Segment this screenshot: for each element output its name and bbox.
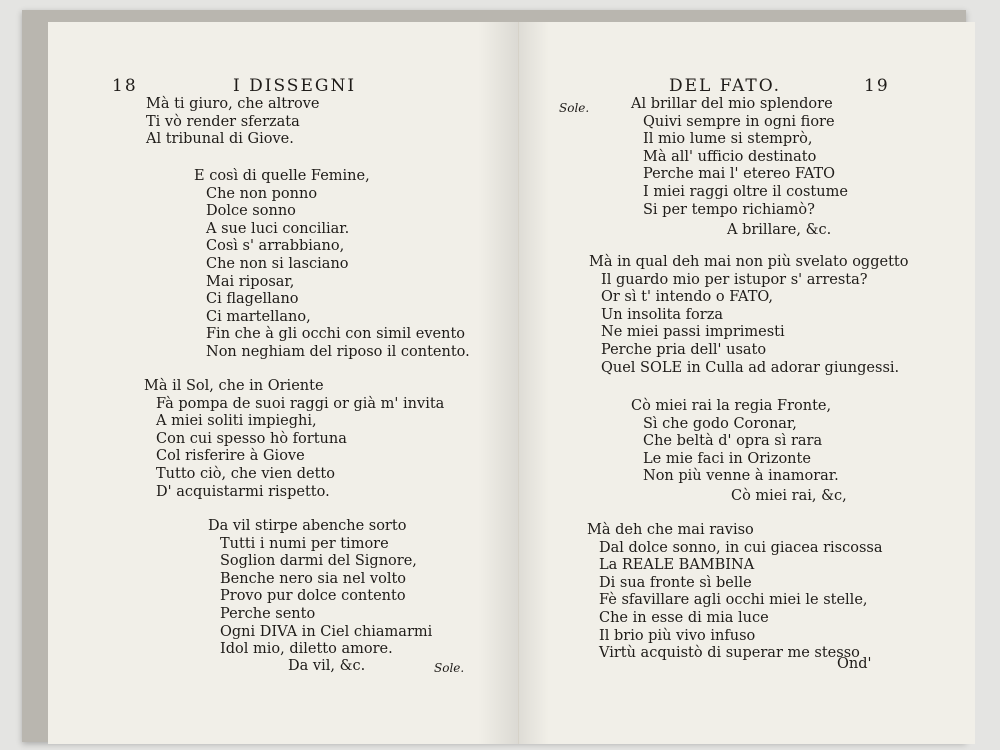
verse-line: Non neghiam del riposo il contento. — [206, 343, 470, 360]
verse-line: Un insolita forza — [601, 306, 723, 323]
verse-line: Fà pompa de suoi raggi or già m' invita — [156, 395, 445, 412]
verse-line: Di sua fronte sì belle — [599, 574, 752, 591]
verse-line: Ne miei passi imprimesti — [601, 324, 785, 341]
verse-line: A sue luci conciliar. — [206, 220, 350, 237]
verse-line: Fin che à gli occhi con simil evento — [206, 326, 466, 343]
refrain: Da vil, &c. — [288, 658, 366, 674]
verse-line: Mà il Sol, che in Oriente — [144, 378, 324, 394]
verse-line: Mà all' ufficio destinato — [643, 148, 817, 165]
verse-line: Soglion darmi del Signore, — [220, 553, 417, 570]
verse-line: Ci flagellano — [206, 291, 299, 308]
catchword: Ond' — [837, 656, 872, 672]
verse-line: Tutti i numi per timore — [220, 535, 389, 552]
speaker-label: Sole. — [559, 101, 590, 115]
verse-line: Che in esse di mia luce — [599, 609, 769, 626]
book-spread — [22, 10, 966, 742]
running-head: I DISSEGNI — [233, 76, 357, 96]
verse-line: Da vil stirpe abenche sorto — [208, 518, 407, 534]
verse-line: Ci martellano, — [206, 308, 311, 325]
verse-line: Dolce sonno — [206, 203, 296, 220]
verse-line: Non più venne à inamorar. — [643, 468, 839, 485]
verse-line: Fè sfavillare agli occhi miei le stelle, — [599, 592, 868, 609]
running-head: DEL FATO. — [669, 76, 782, 96]
verse-line: Il brio più vivo infuso — [599, 627, 756, 644]
verse-line: Sì che godo Coronar, — [643, 415, 797, 432]
verse-line: Mai riposar, — [206, 273, 295, 290]
verse-line: Virtù acquistò di superar me stesso — [599, 645, 860, 662]
refrain: A brillare, &c. — [727, 222, 832, 238]
verse-line: I miei raggi oltre il costume — [643, 183, 848, 200]
verse-line: Quel SOLE in Culla ad adorar giungessi. — [601, 359, 900, 376]
verse-line: Quivi sempre in ogni fiore — [643, 113, 835, 130]
stanza — [194, 168, 470, 362]
stanza — [589, 254, 908, 377]
verse-line: Con cui spesso hò fortuna — [156, 430, 347, 447]
left-page — [48, 22, 519, 744]
verse-line: Ogni DIVA in Ciel chiamarmi — [220, 623, 433, 640]
verse-line: Al tribunal di Giove. — [146, 131, 294, 148]
right-page — [519, 22, 975, 744]
page-number: 19 — [864, 76, 890, 96]
verse-line: Dal dolce sonno, in cui giacea riscossa — [599, 539, 883, 556]
stanza — [631, 398, 839, 486]
verse-line: Il mio lume si stemprò, — [643, 131, 813, 148]
page-number: 18 — [112, 76, 138, 96]
verse-line: A miei soliti impieghi, — [156, 413, 317, 430]
verse-line: Or sì t' intendo o FATO, — [601, 289, 774, 306]
verse-line: E così di quelle Femine, — [194, 168, 370, 184]
stanza — [146, 96, 320, 149]
verse-line: Che beltà d' opra sì rara — [643, 433, 823, 450]
stanza — [208, 518, 432, 659]
stanza — [587, 522, 882, 663]
verse-line: Così s' arrabbiano, — [206, 238, 345, 255]
verse-line: Tutto ciò, che vien detto — [156, 465, 335, 482]
verse-line: Idol mio, diletto amore. — [220, 641, 393, 658]
verse-line: Mà ti giuro, che altrove — [146, 96, 320, 112]
speaker-cue: Sole. — [434, 661, 465, 675]
verse-line: Ti vò render sferzata — [146, 113, 300, 130]
verse-line: Perche mai l' etereo FATO — [643, 166, 836, 183]
verse-line: Col risferire à Giove — [156, 448, 305, 465]
verse-line: Benche nero sia nel volto — [220, 570, 407, 587]
verse-line: Perche sento — [220, 605, 316, 622]
verse-line: Che non si lasciano — [206, 255, 349, 272]
verse-line: D' acquistarmi rispetto. — [156, 483, 330, 500]
verse-line: Cò miei rai la regia Fronte, — [631, 398, 832, 414]
stanza — [144, 378, 444, 501]
verse-line: Mà deh che mai raviso — [587, 522, 754, 538]
verse-line: Perche pria dell' usato — [601, 341, 767, 358]
verse-line: Provo pur dolce contento — [220, 588, 406, 605]
verse-line: La REALE BAMBINA — [599, 557, 755, 574]
verse-line: Si per tempo richiamò? — [643, 201, 815, 218]
stanza — [631, 96, 848, 219]
verse-line: Al brillar del mio splendore — [631, 96, 833, 112]
verse-line: Mà in qual deh mai non più svelato oggetto — [589, 254, 909, 270]
verse-line: Le mie faci in Orizonte — [643, 450, 811, 467]
verse-line: Che non ponno — [206, 185, 318, 202]
refrain: Cò miei rai, &c, — [731, 488, 847, 504]
verse-line: Il guardo mio per istupor s' arresta? — [601, 271, 868, 288]
